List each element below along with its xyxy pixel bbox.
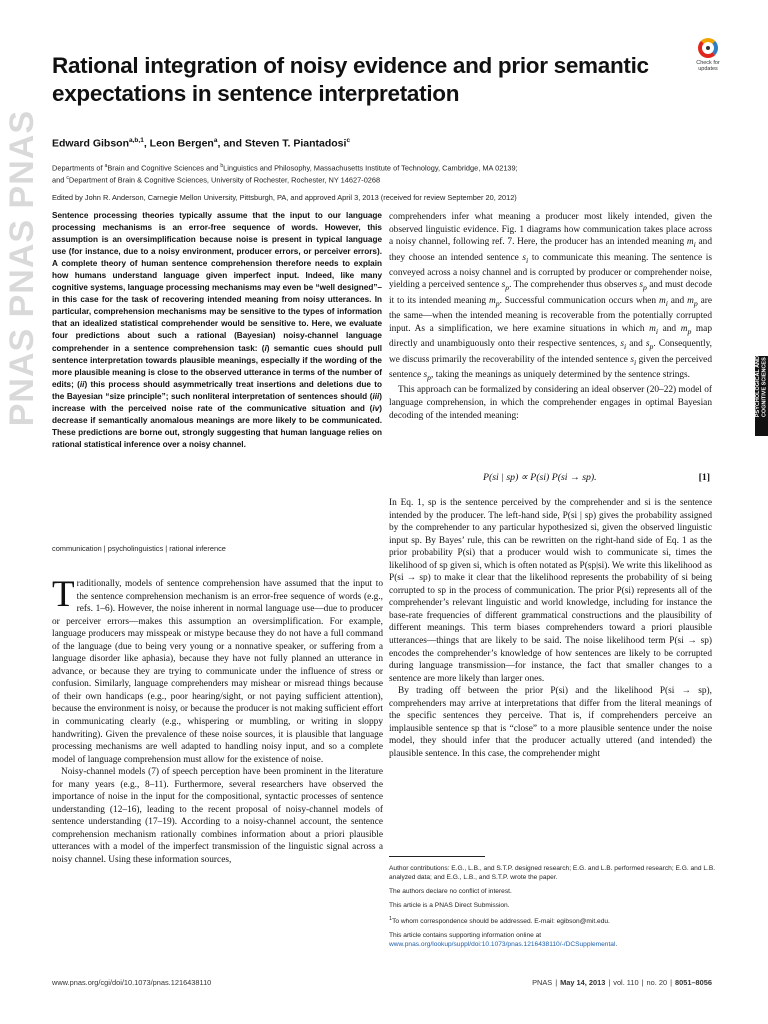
si-link[interactable]: www.pnas.org/lookup/suppl/doi:10.1073/pnas.1216438110/-/DCSupplemental bbox=[389, 940, 616, 948]
submission-note: This article is a PNAS Direct Submission. bbox=[389, 901, 510, 909]
math-m: m bbox=[488, 295, 496, 306]
body-column-right-bottom bbox=[389, 497, 712, 760]
footnote-mark: 1 bbox=[389, 915, 393, 922]
author-contributions: Author contributions: E.G., L.B., and S.T.P. designed research; E.G. and L.B. performed research; E.G. and L.B. analyzed data; and E.G., L.B., and S.T.P. wrote the paper. bbox=[389, 865, 716, 882]
math-m: m bbox=[687, 295, 694, 306]
badge-line-2: updates bbox=[698, 66, 718, 72]
t: . Consequently, we discuss primarily the recoverability of the intended sentence bbox=[389, 339, 713, 365]
equation-text: P(si | sp) ∝ P(si) P(si → sp). bbox=[483, 472, 597, 483]
footer-sep: | bbox=[608, 978, 611, 987]
t: and bbox=[658, 323, 681, 334]
abstract-text: ) increase with the perceived noise rate of the communicative situation and ( bbox=[52, 391, 382, 413]
doi-link[interactable]: www.pnas.org/cgi/doi/10.1073/pnas.1216438110 bbox=[52, 978, 212, 987]
affiliation-line-1 bbox=[52, 161, 732, 173]
page-range: 8051–8056 bbox=[675, 978, 712, 987]
footer-sep: | bbox=[670, 978, 672, 987]
correspondence-text: To whom correspondence should be addressed. E-mail: egibson@mit.edu. bbox=[392, 917, 610, 925]
author-list bbox=[52, 137, 350, 150]
affil-text: and bbox=[52, 175, 67, 185]
math-m: m bbox=[658, 295, 666, 306]
math-s: s bbox=[423, 370, 428, 381]
abstract-item-label: i bbox=[264, 343, 267, 353]
volume: vol. 110 bbox=[613, 978, 639, 987]
abstract-item-label: iii bbox=[372, 391, 380, 401]
equation-1 bbox=[389, 470, 712, 488]
right-paragraph-2: This approach can be formalized by considering an ideal observer (20–22) model of language comprehension, in which the comprehender engages in optimal Bayesian decoding of the intended meaning: bbox=[389, 385, 712, 421]
math-s: s bbox=[639, 280, 643, 291]
check-for-updates-badge[interactable] bbox=[688, 38, 728, 72]
paragraph-text: raditionally, models of sentence comprehension have assumed that the input to the sentence comprehension mechanism is an error-free sequence of words (e.g., refs. 1–6). However, the noise inherent in normal language use—due to producer or perceiver errors—makes this assumption an oversimplification. For example, language producers may misspeak or mistype because they do not have a full command of the language (due to being very young or a nonnative speaker, or suffering from a language disorder like aphasia), because they have not fully planned an utterance in advance, or because they are trying to communicate under the influence of stress or confusion. Similarly, language comprehenders may mishear or misread things because of their own handicaps (e.g., poor hearing/sight, or not paying sufficient attention), because the environment is noisy, or because the producer is not making sufficient effort in communicating clearly (e.g., whispering or mumbling, or writing in sloppy handwriting). Given the prevalence of these noise sources, it is plausible that language processing mechanisms are well adapted to handling noisy input, and so a complete model of language comprehension must allow for the existence of noise. bbox=[52, 579, 383, 765]
abstract-item-label: ii bbox=[79, 379, 85, 389]
section-side-tab bbox=[755, 356, 768, 436]
author-2-affil: a bbox=[213, 137, 218, 144]
t: . The comprehender thus observes bbox=[509, 280, 640, 291]
t: and they choose an intended sentence bbox=[389, 237, 713, 263]
author-1-affil: a,b,1 bbox=[129, 137, 144, 144]
footer-sep: | bbox=[555, 978, 558, 987]
badge-line-1: Check for bbox=[696, 60, 720, 66]
affiliation-line-2 bbox=[52, 173, 732, 185]
right-paragraph-1: comprehenders infer what meaning a producer most likely intended, given the observed linguistic evidence. Fig. 1 diagrams how communication takes place across a noisy channel, following ref. 7. Here, the producer has an intended meaning $m_i$ and they choose an intended sentence $s_i$ to communicate this meaning. The sentence is conveyed across a noisy channel and is corrupted by producer or comprehender noise, yielding a perceived sentence $s_p$. The comprehender thus observes $s_p$ and must decode it to its intended meaning $m_p$. Successful communication occurs when $m_i$ and $m_p$ are the same—when the intended meaning is recoverable from the potentially corrupted input. As a simplification, we here examine situations in which $m_i$ and $m_p$ map directly and unambiguously onto their respective sentences, $s_i$ and $s_p$. Consequently, we discuss primarily the recoverability of the intended sentence $s_i$ given the perceived sentence $s_p$, taking the meanings as uniquely determined by the sentence strings. bbox=[389, 212, 713, 382]
math-s: s bbox=[645, 339, 650, 350]
abstract-text: ) semantic cues should pull sentence interpretation towards plausible meanings, especially if the wording of the more plausible meaning is close to the observed utterance in terms of the number of edits; ( bbox=[52, 343, 382, 389]
journal-footer bbox=[484, 978, 712, 987]
t: map directly and unambiguously onto their respective sentences, bbox=[389, 323, 712, 350]
pnas-watermark: PNAS PNAS PNAS bbox=[3, 110, 41, 427]
t: . Successful communication occurs when bbox=[499, 295, 659, 306]
author-3-affil: c bbox=[346, 137, 351, 144]
footer-sep: | bbox=[641, 978, 644, 987]
correspondence-note bbox=[389, 915, 719, 926]
affil-sup: c bbox=[66, 175, 69, 182]
author-sep: , bbox=[143, 137, 150, 150]
body-column-left bbox=[52, 574, 383, 867]
check-updates-icon bbox=[698, 38, 718, 58]
affil-text: Department of Brain & Cognitive Sciences, University of Rochester, Rochester, NY 14627-0268 bbox=[68, 175, 381, 185]
t: and must decode it to its intended meaning bbox=[389, 280, 712, 306]
si-text: This article contains supporting information online at bbox=[389, 931, 542, 939]
abstract-item-label: iv bbox=[372, 403, 380, 413]
equation-number: [1] bbox=[698, 472, 710, 483]
body-column-right-top bbox=[389, 211, 712, 422]
affiliations bbox=[52, 161, 732, 186]
article-title: Rational integration of noisy evidence and prior semantic expectations in sentence interpretation bbox=[52, 53, 649, 106]
affil-text: Brain and Cognitive Sciences and bbox=[107, 163, 221, 173]
issue-date: May 14, 2013 bbox=[560, 978, 606, 987]
issue: no. 20 bbox=[646, 978, 668, 987]
right-paragraph-4: By trading off between the prior P(si) and the likelihood P(si → sp), comprehenders may arrive at interpretations that differ from the literal meanings of the specific sentences they perceive. That is, if comprehenders perceive an implausible sentence sp that is “close” to a more plausible sentence under the noise model, they should infer that the producer actually uttered (and intended) the plausible sentence. In this case, the comprehender might bbox=[389, 686, 712, 759]
math-m: m bbox=[680, 323, 688, 334]
math-s: s bbox=[620, 339, 624, 350]
abstract bbox=[52, 210, 382, 451]
journal-name: PNAS bbox=[532, 978, 553, 987]
right-paragraph-3: In Eq. 1, sp is the sentence perceived by the comprehender and si is the sentence intended by the producer. The left-hand side, P(si | sp) gives the probability assigned by the comprehender to any particular hypothesized si, given the observed linguistic input sp. By Bayes’ rule, this can be rewritten on the right-hand side of Eq. 1 as the prior probability P(si) that a producer would wish to communicate si, times the likelihood of sp given si, which is often notated as P(sp|si). We write this likelihood as P(si → sp) to make it clear that the likelihood represents the probability of si being corrupted to sp in the process of communication. The prior P(si) represents all of the comprehender’s relevant linguistic and world knowledge, including for instance the base-rate frequencies of different grammatical constructions and the plausibility of different meanings. This term biases comprehenders toward a priori plausible utterances—things that are likely to be said. The noise likelihood term P(si → sp) encodes the comprehender’s knowledge of how sentences are likely to be corrupted during language transmission—for instance, the fact that smaller changes to a sentence are more likely than larger ones. bbox=[389, 498, 712, 684]
t: given the perceived sentence bbox=[389, 354, 712, 381]
author-1: Edward Gibson bbox=[52, 137, 130, 150]
abstract-text: Sentence processing theories typically assume that the input to our language processing mechanisms is an error-free sequence of words. However, this assumption is an oversimplification because noise is present in typical language use (for instance, due to a noisy environment, producer errors, or perceiver errors). A complete theory of human sentence comprehension therefore needs to explain how humans understand language given imperfect input. Indeed, like many cognitive systems, language processing mechanisms may even be “well designed”–in this case for the task of recovering intended meaning from noisy utterances. In particular, comprehension mechanisms may be sensitive to the types of information that an idealized statistical comprehender would be sensitive to. Here, we evaluate four predictions about such a rational (Bayesian) noisy-channel language comprehender in a sentence comprehension task: ( bbox=[52, 211, 382, 353]
author-sep: , and bbox=[217, 137, 245, 150]
affil-sup: a bbox=[104, 163, 108, 169]
footnote-rule bbox=[389, 856, 485, 857]
affil-text: Linguistics and Philosophy, Massachusetts Institute of Technology, Cambridge, MA 02139; bbox=[223, 163, 518, 173]
author-2: Leon Bergen bbox=[149, 137, 214, 150]
math-m: m bbox=[686, 237, 694, 248]
edited-by: Edited by John R. Anderson, Carnegie Mellon University, Pittsburgh, PA, and approved April 3, 2013 (received for review September 20, 2012) bbox=[52, 193, 517, 202]
conflict-statement: The authors declare no conflict of interest. bbox=[389, 888, 512, 895]
intro-paragraph-2: Noisy-channel models (7) of speech perception have been prominent in the literature for many years (e.g., 8–11). Furthermore, several researchers have observed the importance of noise in the input for the compositional, syntactic processes of sentence understanding (12–16), leading to the recent proposal of noisy-channel models of sentence understanding (17–19). According to a noisy-channel account, the sentence comprehension mechanism rationally combines information about a priori plausible utterances with a model of the imperfect transmission of the linguistic signal across a noisy channel. Using these information sources, bbox=[52, 767, 383, 866]
t: , taking the meanings as uniquely determined by the sentence strings. bbox=[431, 370, 691, 381]
abstract-text: ) decrease if semantically anomalous meanings are more likely to be communicated. These predictions are borne out, strongly suggesting that human language relies on rational statistical inference over a noisy channel. bbox=[52, 403, 382, 449]
math-s: s bbox=[501, 280, 506, 291]
si-text: . bbox=[615, 940, 618, 948]
math-m: m bbox=[649, 323, 656, 334]
footnotes bbox=[389, 864, 719, 954]
abstract-text: ) this process should asymmetrically treat insertions and deletions due to the Bayesian “size principle”; such nonliteral interpretation of sentences should ( bbox=[52, 379, 382, 401]
drop-cap: T bbox=[52, 574, 75, 615]
t: to communicate this meaning. The sentence is conveyed across a noisy channel and is corrupted by producer or comprehender noise, yielding a perceived sentence bbox=[389, 252, 713, 291]
t: and bbox=[626, 339, 646, 350]
intro-paragraph-1 bbox=[52, 574, 383, 766]
t: comprehenders infer what meaning a producer most likely intended, given the observed linguistic evidence. Fig. 1 diagrams how communication takes place across a noisy channel, following ref. 7. Here, the producer has an intended meaning bbox=[389, 212, 712, 248]
section-side-tab-label: PSYCHOLOGICAL AND COGNITIVE SCIENCES bbox=[755, 356, 768, 418]
supporting-info-note bbox=[389, 931, 719, 949]
affil-sup: b bbox=[220, 163, 224, 169]
t: are the same—when the intended meaning is recoverable from the potentially corrupted input. As a simplification, we here examine situations in which bbox=[389, 295, 712, 334]
author-3: Steven T. Piantadosi bbox=[244, 137, 347, 150]
math-s: s bbox=[522, 252, 527, 263]
keywords: communication | psycholinguistics | rational inference bbox=[52, 544, 226, 553]
affil-text: Departments of bbox=[52, 163, 105, 173]
math-s: s bbox=[630, 354, 635, 365]
t: and bbox=[667, 295, 688, 306]
